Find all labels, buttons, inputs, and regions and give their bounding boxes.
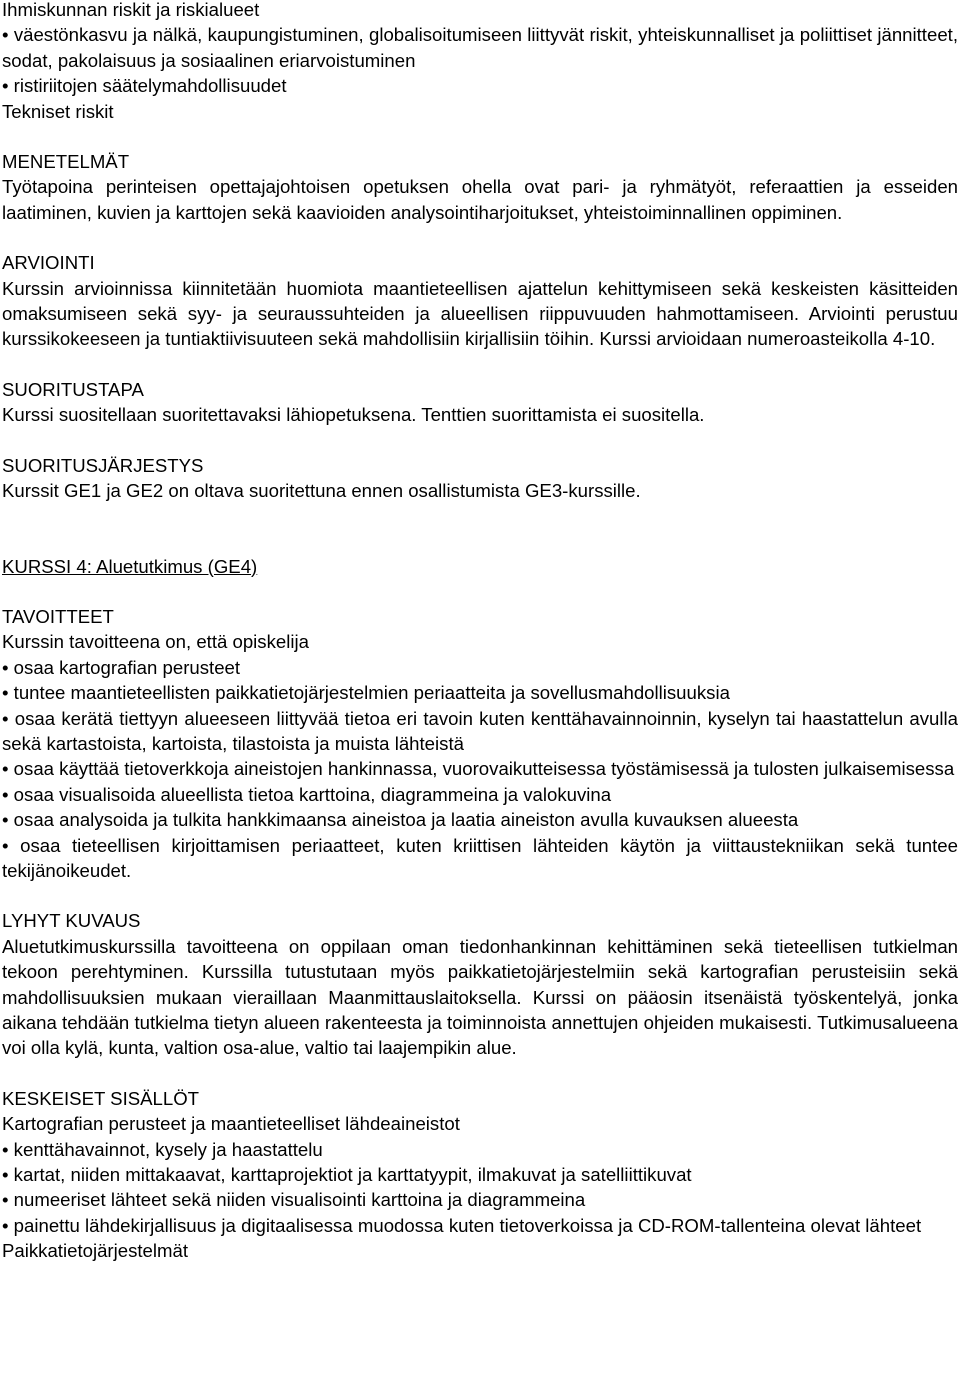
key-contents-subheading: Kartografian perusteet ja maantieteelliset lähdeaineistot <box>2 1113 460 1135</box>
assessment-heading: ARVIOINTI <box>2 252 95 274</box>
completion-order-section <box>2 453 958 504</box>
list-item: • tuntee maantieteellisten paikkatietojärjestelmien periaatteita ja sovellusmahdollisuuksia <box>2 682 730 704</box>
course4-title-section <box>2 554 958 579</box>
completion-order-text: Kurssit GE1 ja GE2 on oltava suoritettuna ennen osallistumista GE3-kurssille. <box>2 480 641 502</box>
assessment-text: Kurssin arvioinnissa kiinnitetään huomiota maantieteellisen ajattelun kehittymiseen sekä keskeisten käsitteiden omaksumiseen sekä syy- ja seuraussuhteiden ja alueellisen riippuvuuden hahmottamiseen. Arviointi perustuu kurssikokeeseen ja tuntiaktiivisuuteen sekä mahdollisiin kirjallisiin töihin. Kurssi arvioidaan numeroasteikolla 4-10. <box>2 277 958 350</box>
short-description-text: Aluetutkimuskurssilla tavoitteena on oppilaan oman tiedonhankinnan kehittäminen sekä tieteellisen tutkielman tekoon perehtyminen. Kurssilla tutustutaan myös paikkatietojärjestelmiin sekä kartografian perusteisiin sekä mahdollisuuksien mukaan vieraillaan Maanmittauslaitoksella. Kurssi on pääosin itsenäistä työskentelyä, jonka aikana tehdään tutkielma tietyn alueen rakenteesta ja toiminnoista annettujen ohjeiden mukaisesti. Tutkimusalueena voi olla kylä, kunta, valtion osa-alue, valtio tai laajempikin alue. <box>2 935 958 1059</box>
completion-order-heading: SUORITUSJÄRJESTYS <box>2 454 204 476</box>
list-item: • kenttähavainnot, kysely ja haastattelu <box>2 1138 323 1160</box>
risk-bullet-population: • väestönkasvu ja nälkä, kaupungistuminen, globalisoitumiseen liittyvät riskit, yhteiskunnalliset ja poliittiset jännitteet, sodat, pakolaisuus ja sosiaalinen eriarvoistuminen <box>2 24 958 71</box>
completion-method-section <box>2 377 958 428</box>
course4-title: KURSSI 4: Aluetutkimus (GE4) <box>2 555 258 577</box>
list-item: • osaa kartografian perusteet <box>2 656 241 678</box>
list-item: • osaa käyttää tietoverkkoja aineistojen hankinnassa, vuorovaikutteisessa työstämisessä ja tulosten julkaisemisessa <box>2 758 955 780</box>
objectives-heading: TAVOITTEET <box>2 605 114 627</box>
methods-section <box>2 149 958 225</box>
key-contents-heading: KESKEISET SISÄLLÖT <box>2 1087 200 1109</box>
list-item: • osaa analysoida ja tulkita hankkimaansa aineistoa ja laatia aineiston avulla kuvauksen alueesta <box>2 809 799 831</box>
assessment-section <box>2 250 958 352</box>
objectives-intro: Kurssin tavoitteena on, että opiskelija <box>2 631 309 653</box>
completion-method-heading: SUORITUSTAPA <box>2 378 144 400</box>
short-description-heading: LYHYT KUVAUS <box>2 910 141 932</box>
objectives-section <box>2 604 958 883</box>
document-body <box>2 0 958 1264</box>
risk-bullet-conflicts: • ristiriitojen säätelymahdollisuudet <box>2 75 287 97</box>
completion-method-text: Kurssi suositellaan suoritettavaksi lähiopetuksena. Tenttien suorittamista ei suositella. <box>2 404 705 426</box>
list-item: • osaa kerätä tiettyyn alueeseen liittyvää tietoa eri tavoin kuten kenttähavainnoinnin, kyselyn tai haastattelun avulla sekä kartastoista, kartoista, tilastoista ja muista lähteistä <box>2 707 958 754</box>
risk-areas-subheading: Ihmiskunnan riskit ja riskialueet <box>2 0 260 20</box>
list-item: • numeeriset lähteet sekä niiden visualisointi karttoina ja diagrammeina <box>2 1189 586 1211</box>
list-item: • osaa tieteellisen kirjoittamisen periaatteet, kuten kriittisen lähteiden käytön ja viittaustekniikan sekä tuntee tekijänoikeudet. <box>2 834 958 881</box>
methods-heading: MENETELMÄT <box>2 151 130 173</box>
list-item: • painettu lähdekirjallisuus ja digitaalisessa muodossa kuten tietoverkoissa ja CD-ROM-tallenteina olevat lähteet <box>2 1214 922 1236</box>
gis-subheading: Paikkatietojärjestelmät <box>2 1240 189 1262</box>
technical-risks-line: Tekniset riskit <box>2 100 114 122</box>
list-item: • kartat, niiden mittakaavat, karttaprojektiot ja karttatyypit, ilmakuvat ja satelliittikuvat <box>2 1164 692 1186</box>
methods-text: Työtapoina perinteisen opettajajohtoisen opetuksen ohella ovat pari- ja ryhmätyöt, referaattien ja esseiden laatiminen, kuvien ja karttojen sekä kaavioiden analysointiharjoitukset, yhteistoiminnallinen oppiminen. <box>2 176 958 223</box>
key-contents-section <box>2 1086 958 1264</box>
short-description-section <box>2 908 958 1060</box>
risks-section <box>2 0 958 124</box>
list-item: • osaa visualisoida alueellista tietoa karttoina, diagrammeina ja valokuvina <box>2 783 612 805</box>
